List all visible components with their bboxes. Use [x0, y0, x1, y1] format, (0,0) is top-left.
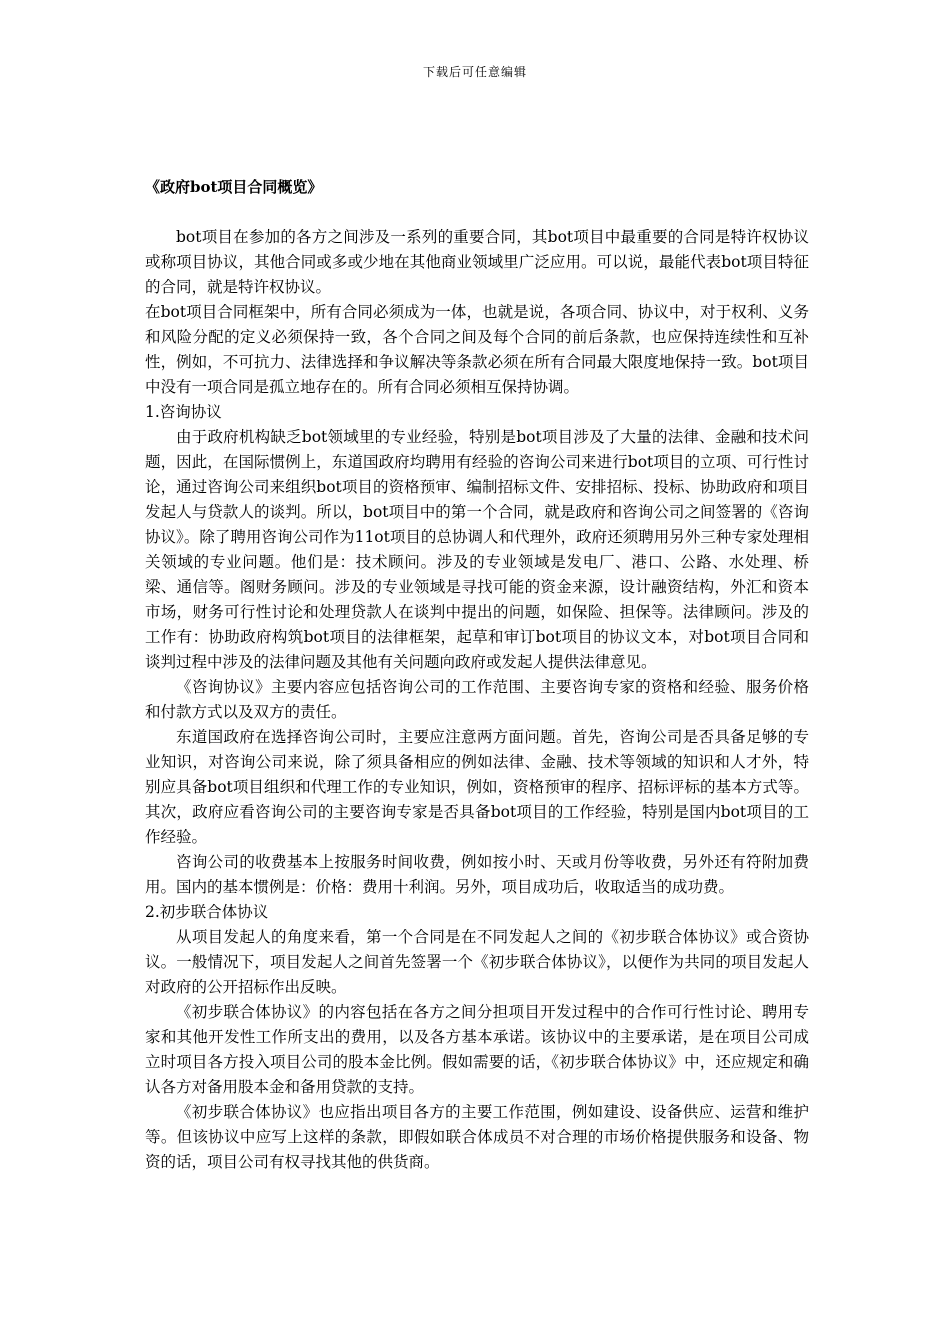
- paragraph: 从项目发起人的角度来看，第一个合同是在不同发起人之间的《初步联合体协议》或合资协议。一般情况下，项目发起人之间首先签署一个《初步联合体协议》，以便作为共同的项目发起人对政府的公开招标作出反映。: [145, 928, 809, 996]
- paragraph: 东道国政府在选择咨询公司时，主要应注意两方面问题。首先，咨询公司是否具备足够的专业知识，对咨询公司来说，除了须具备相应的例如法律、金融、技术等领域的知识和人才外，特别应具备bot项目组织和代理工作的专业知识，例如，资格预审的程序、招标评标的基本方式等。其次，政府应看咨询公司的主要咨询专家是否具备bot项目的工作经验，特别是国内bot项目的工作经验。: [145, 728, 809, 846]
- document-body: [145, 225, 809, 1175]
- paragraph: 咨询公司的收费基本上按服务时间收费，例如按小时、天或月份等收费，另外还有符附加费用。国内的基本惯例是：价格：费用十利润。另外，项目成功后，收取适当的成功费。: [145, 853, 809, 896]
- paragraph: 《初步联合体协议》的内容包括在各方之间分担项目开发过程中的合作可行性讨论、聘用专家和其他开发性工作所支出的费用，以及各方基本承诺。该协议中的主要承诺，是在项目公司成立时项目各方投入项目公司的股本金比例。假如需要的话，《初步联合体协议》中，还应规定和确认各方对备用股本金和备用贷款的支持。: [145, 1003, 809, 1096]
- paragraph: 《初步联合体协议》也应指出项目各方的主要工作范围，例如建设、设备供应、运营和维护等。但该协议中应写上这样的条款，即假如联合体成员不对合理的市场价格提供服务和设备、物资的话，项目公司有权寻找其他的供货商。: [145, 1103, 809, 1171]
- document-title: 《政府bot项目合同概览》: [145, 178, 323, 196]
- page-header: 下载后可任意编辑: [422, 65, 527, 79]
- paragraph: bot项目在参加的各方之间涉及一系列的重要合同，其bot项目中最重要的合同是特许权协议或称项目协议，其他合同或多或少地在其他商业领域里广泛应用。可以说，最能代表bot项目特征的合同，就是特许权协议。: [145, 228, 809, 296]
- paragraph: 《咨询协议》主要内容应包括咨询公司的工作范围、主要咨询专家的资格和经验、服务价格和付款方式以及双方的责任。: [145, 678, 809, 721]
- section-heading: 1.咨询协议: [145, 403, 222, 421]
- section-heading: 2.初步联合体协议: [145, 903, 269, 921]
- paragraph: 在bot项目合同框架中，所有合同必须成为一体，也就是说，各项合同、协议中，对于权利、义务和风险分配的定义必须保持一致，各个合同之间及每个合同的前后条款，也应保持连续性和互补性，例如，不可抗力、法律选择和争议解决等条款必须在所有合同最大限度地保持一致。bot项目中没有一项合同是孤立地存在的。所有合同必须相互保持协调。: [145, 303, 809, 396]
- paragraph: 由于政府机构缺乏bot领域里的专业经验，特别是bot项目涉及了大量的法律、金融和技术问题，因此，在国际惯例上，东道国政府均聘用有经验的咨询公司来进行bot项目的立项、可行性讨论，通过咨询公司来组织bot项目的资格预审、编制招标文件、安排招标、投标、协助政府和项目发起人与贷款人的谈判。所以，bot项目中的第一个合同，就是政府和咨询公司之间签署的《咨询协议》。除了聘用咨询公司作为11ot项目的总协调人和代理外，政府还须聘用另外三种专家处理相关领域的专业问题。他们是：技术顾问。涉及的专业领域是发电厂、港口、公路、水处理、桥梁、通信等。阁财务顾问。涉及的专业领域是寻找可能的资金来源，设计融资结构，外汇和资本市场，财务可行性讨论和处理贷款人在谈判中提出的问题，如保险、担保等。法律顾问。涉及的工作有：协助政府构筑bot项目的法律框架，起草和审订bot项目的协议文本，对bot项目合同和谈判过程中涉及的法律问题及其他有关问题向政府或发起人提供法律意见。: [145, 428, 809, 671]
